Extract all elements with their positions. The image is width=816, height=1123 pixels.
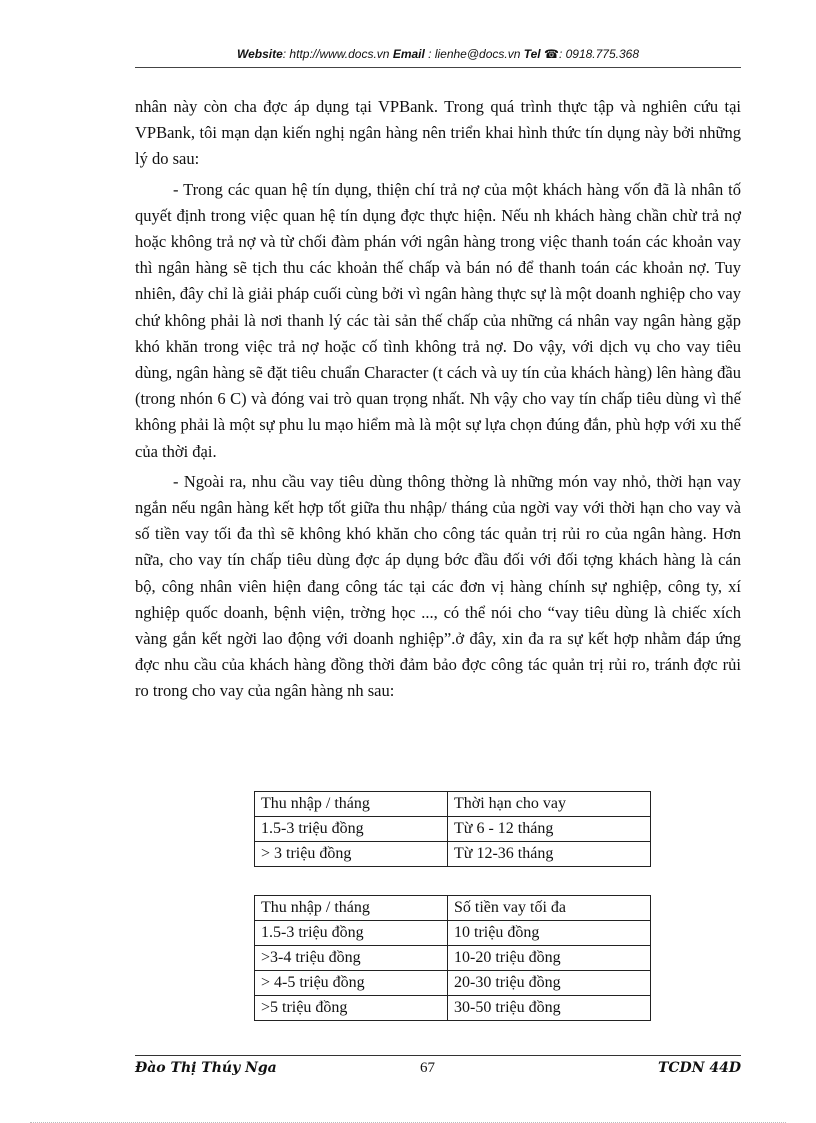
email-label: Email — [392, 47, 425, 61]
paragraph-1: nhân này còn cha đợc áp dụng tại VPBank. Trong quá trình thực tập và nghiên cứu tại VPBank, tôi mạn dạn kiến nghị ngân hàng nên triển khai hình thức tín dụng này bởi những lý do sau: — [135, 97, 741, 169]
table-cell: Từ 6 - 12 tháng — [448, 817, 651, 842]
table-header-cell: Số tiền vay tối đa — [448, 896, 651, 921]
table-header-cell: Thu nhập / tháng — [255, 792, 448, 817]
table-header-row — [255, 792, 651, 817]
table-row — [255, 817, 651, 842]
loan-term-table — [254, 791, 651, 867]
page-number: 67 — [420, 1060, 435, 1076]
table-row — [255, 971, 651, 996]
table-cell: 30-50 triệu đồng — [448, 996, 651, 1021]
table-cell: >5 triệu đồng — [255, 996, 448, 1021]
table-header-cell: Thu nhập / tháng — [255, 896, 448, 921]
table-header-row — [255, 896, 651, 921]
website-label: Website — [236, 47, 283, 61]
tel-value: : 0918.775.368 — [558, 47, 640, 61]
table-row — [255, 842, 651, 867]
tel-label: Tel — [523, 47, 541, 61]
table-cell: > 4-5 triệu đồng — [255, 971, 448, 996]
phone-icon: ☎ — [543, 47, 559, 61]
document-body — [135, 94, 741, 709]
table-row — [255, 996, 651, 1021]
table-cell: > 3 triệu đồng — [255, 842, 448, 867]
paragraph-3: - Ngoài ra, nhu cầu vay tiêu dùng thông thờng là những món vay nhỏ, thời hạn vay ngắn nếu ngân hàng kết hợp tốt giữa thu nhập/ tháng của ngời vay với thời hạn cho vay và số tiền vay tối đa thì sẽ không khó khăn cho công tác quản trị rủi ro của ngân hàng. Hơn nữa, cho vay tín chấp tiêu dùng đợc áp dụng bớc đầu đối với đối tợng khách hàng là cán bộ, công nhân viên hiện đang công tác tại các đơn vị hàng chính sự nghiệp, công ty, xí nghiệp quốc doanh, bệnh viện, trờng học ..., có thể nói cho “vay tiêu dùng là chiếc xích vàng gắn kết ngời lao động với doanh nghiệp”.ở đây, xin đa ra sự kết hợp nhằm đáp ứng đợc nhu cầu của khách hàng đồng thời đảm bảo đợc công tác quản trị rủi ro, tránh đợc rủi ro trong cho vay của ngân hàng nh sau: — [135, 471, 741, 701]
table-row — [255, 946, 651, 971]
table-header-cell: Thời hạn cho vay — [448, 792, 651, 817]
table-cell: 20-30 triệu đồng — [448, 971, 651, 996]
table-cell: >3-4 triệu đồng — [255, 946, 448, 971]
footer-author: Đào Thị Thúy Nga — [135, 1060, 277, 1076]
max-loan-table — [254, 895, 651, 1021]
table-cell: 1.5-3 triệu đồng — [255, 817, 448, 842]
table-cell: Từ 12-36 tháng — [448, 842, 651, 867]
paragraph-2: - Trong các quan hệ tín dụng, thiện chí trả nợ của một khách hàng vốn đã là nhân tố quyết định trong việc quan hệ tín dụng đợc thực hiện. Nếu nh khách hàng chần chừ trả nợ hoặc không trả nợ và từ chối đàm phán với ngân hàng trong việc thanh toán các khoản vay thì ngân hàng sẽ tịch thu các khoản thế chấp và bán nó để thanh toán các khoản nợ. Tuy nhiên, đây chỉ là giải pháp cuối cùng bởi vì ngân hàng thực sự là một doanh nghiệp cho vay chứ không phải là nơi thanh lý các tài sản thế chấp của những cá nhân vay ngân hàng gặp khó khăn trong việc trả nợ hoặc cố tình không trả nợ. Do vậy, với dịch vụ cho vay tiêu dùng, ngân hàng sẽ đặt tiêu chuẩn Character (t cách và uy tín của khách hàng) lên hàng đầu (trong nhón 6 C) và đóng vai trò quan trọng nhất. Nh vậy cho vay tín chấp tiêu dùng vì thế không phải là một sự phu lu mạo hiểm mà là một sự lựa chọn đúng đắn, phù hợp với xu thế của thời đại. — [135, 179, 741, 461]
page-header — [135, 47, 741, 68]
table-cell: 10-20 triệu đồng — [448, 946, 651, 971]
table-cell: 10 triệu đồng — [448, 921, 651, 946]
email-value: : lienhe@docs.vn — [424, 47, 524, 61]
website-value: : http://www.docs.vn — [282, 47, 393, 61]
table-cell: 1.5-3 triệu đồng — [255, 921, 448, 946]
table-row — [255, 921, 651, 946]
footer-class-code: TCDN 44D — [658, 1060, 741, 1076]
page-footer — [135, 1055, 741, 1086]
